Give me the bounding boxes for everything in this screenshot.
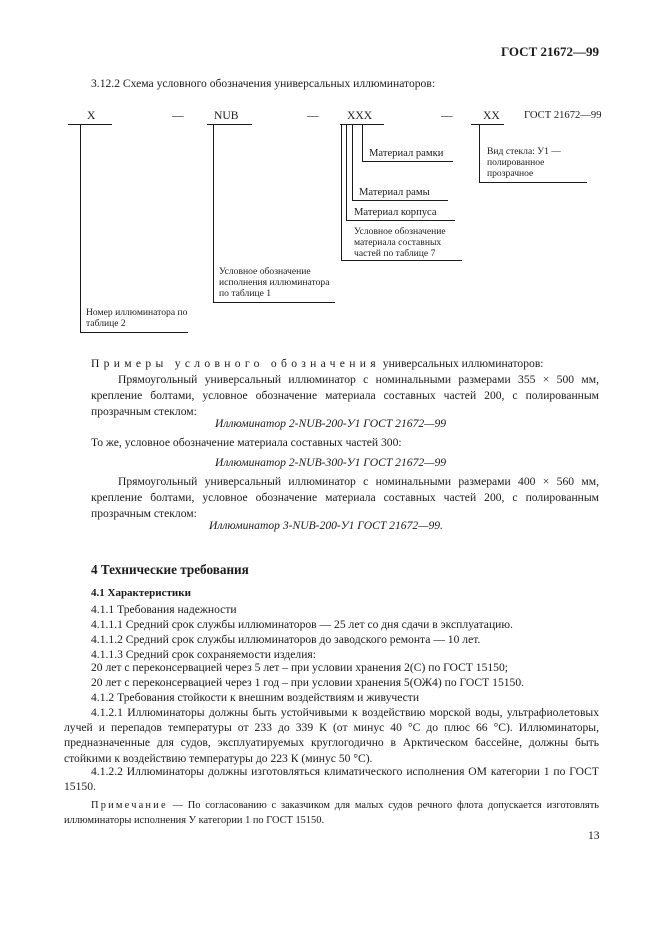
label-parts-material: Условное обозначение материала составных частей по таблице 7 (354, 226, 446, 259)
paragraph-4-1-2-1: 4.1.2.1 Иллюминаторы должны быть устойчивыми к воздействию морской воды, ультрафиолетовых лучей и перепадов температуры от 233 до 339 К (от минус 40 °С до плюс 66 °С). Иллюминаторы, предназначенные для судов, эксплуатируемых круглогодично в Арктическом бассейне, должны быть стойкими к воздействию температуры до 223 К (минус 50 °С). (64, 706, 599, 765)
code-gost: ГОСТ 21672—99 (524, 110, 602, 121)
label-rama-material: Материал рамы (359, 187, 430, 198)
line-4-1-1: 4.1.1 Требования надежности (91, 603, 237, 616)
section-4-title: 4 Технические требования (91, 562, 249, 577)
underline-rama-material (352, 200, 448, 201)
underline-glass-type (479, 182, 587, 183)
underline-number (80, 332, 188, 333)
section-title-3-12-2: 3.12.2 Схема условного обозначения универсальных иллюминаторов: (91, 77, 436, 90)
underline-execution (213, 302, 335, 303)
label-execution: Условное обозначение исполнения иллюминатора по таблице 1 (219, 266, 330, 299)
label-number: Номер иллюминатора по таблице 2 (86, 307, 188, 329)
line-4-1-1-3: 4.1.1.3 Средний срок сохраняемости изделия: (91, 648, 316, 661)
leader-xxx-3 (352, 124, 353, 200)
code-x: X (87, 109, 96, 122)
leader-nub (213, 124, 214, 302)
code-xxx: XXX (347, 109, 373, 122)
leader-xx (479, 124, 480, 182)
examples-heading-spaced: Примеры условного обозначения (91, 357, 380, 370)
underline-frame-material (362, 161, 453, 162)
examples-heading-rest: универсальных иллюминаторов: (379, 357, 544, 370)
line-4-1-1-1: 4.1.1.1 Средний срок службы иллюминаторов — 25 лет со дня сдачи в эксплуатацию. (91, 618, 513, 631)
example-1-text: Прямоугольный универсальный иллюминатор с номинальными размерами 355 × 500 мм, крепление болтами, условное обозначение материала составных частей 200, с полированным прозрачным стеклом: (91, 373, 599, 418)
note-text: — По согласованию с заказчиком для малых судов речного флота допускается изготовлять иллюминаторы исполнения У категории 1 по ГОСТ 15150. (64, 800, 599, 826)
storage-line-1: 20 лет с переконсервацией через 5 лет – при условии хранения 2(С) по ГОСТ 15150; (91, 661, 508, 674)
example-3-code: Иллюминатор 3-NUB-200-У1 ГОСТ 21672—99. (209, 519, 443, 532)
storage-line-2: 20 лет с переконсервацией через 1 год – при условии хранения 5(ОЖ4) по ГОСТ 15150. (91, 676, 525, 689)
example-2-text: То же, условное обозначение материала составных частей 300: (91, 436, 402, 449)
code-dash-1: — (172, 109, 184, 122)
examples-heading (91, 356, 599, 372)
page-number: 13 (588, 829, 600, 842)
underline-body-material (346, 220, 455, 221)
code-dash-2: — (307, 109, 319, 122)
section-4-1-title: 4.1 Характеристики (91, 587, 191, 599)
leader-xxx-1 (341, 124, 342, 260)
label-frame-material: Материал рамки (369, 148, 444, 159)
note-label: Примечание (91, 800, 168, 811)
line-4-1-1-2: 4.1.1.2 Средний срок службы иллюминаторов до заводского ремонта — 10 лет. (91, 633, 481, 646)
line-4-1-2: 4.1.2 Требования стойкости к внешним воздействиям и живучести (91, 691, 420, 704)
note (64, 798, 599, 828)
example-3-text: Прямоугольный универсальный иллюминатор с номинальными размерами 400 × 560 мм, крепление болтами, условное обозначение материала составных частей 200, с полированным прозрачным стеклом: (91, 475, 599, 520)
leader-xxx-4 (362, 124, 363, 161)
paragraph-4-1-2-2: 4.1.2.2 Иллюминаторы должны изготовляться климатического исполнения ОМ категории 1 по ГОСТ 15150. (64, 765, 599, 794)
example-1-code: Иллюминатор 2-NUB-200-У1 ГОСТ 21672—99 (215, 417, 447, 430)
code-xx: XX (483, 109, 500, 122)
code-dash-3: — (441, 109, 453, 122)
underline-x (68, 124, 112, 125)
underline-parts-material (341, 260, 462, 261)
underline-xx (471, 124, 504, 125)
leader-x (80, 124, 81, 332)
leader-xxx-2 (346, 124, 347, 220)
doc-code-header: ГОСТ 21672—99 (500, 44, 599, 59)
code-nub: NUB (214, 109, 239, 122)
label-body-material: Материал корпуса (354, 207, 437, 218)
label-glass-type: Вид стекла: У1 — полированное прозрачное (487, 146, 561, 179)
example-2-code: Иллюминатор 2-NUB-300-У1 ГОСТ 21672—99 (215, 456, 447, 469)
